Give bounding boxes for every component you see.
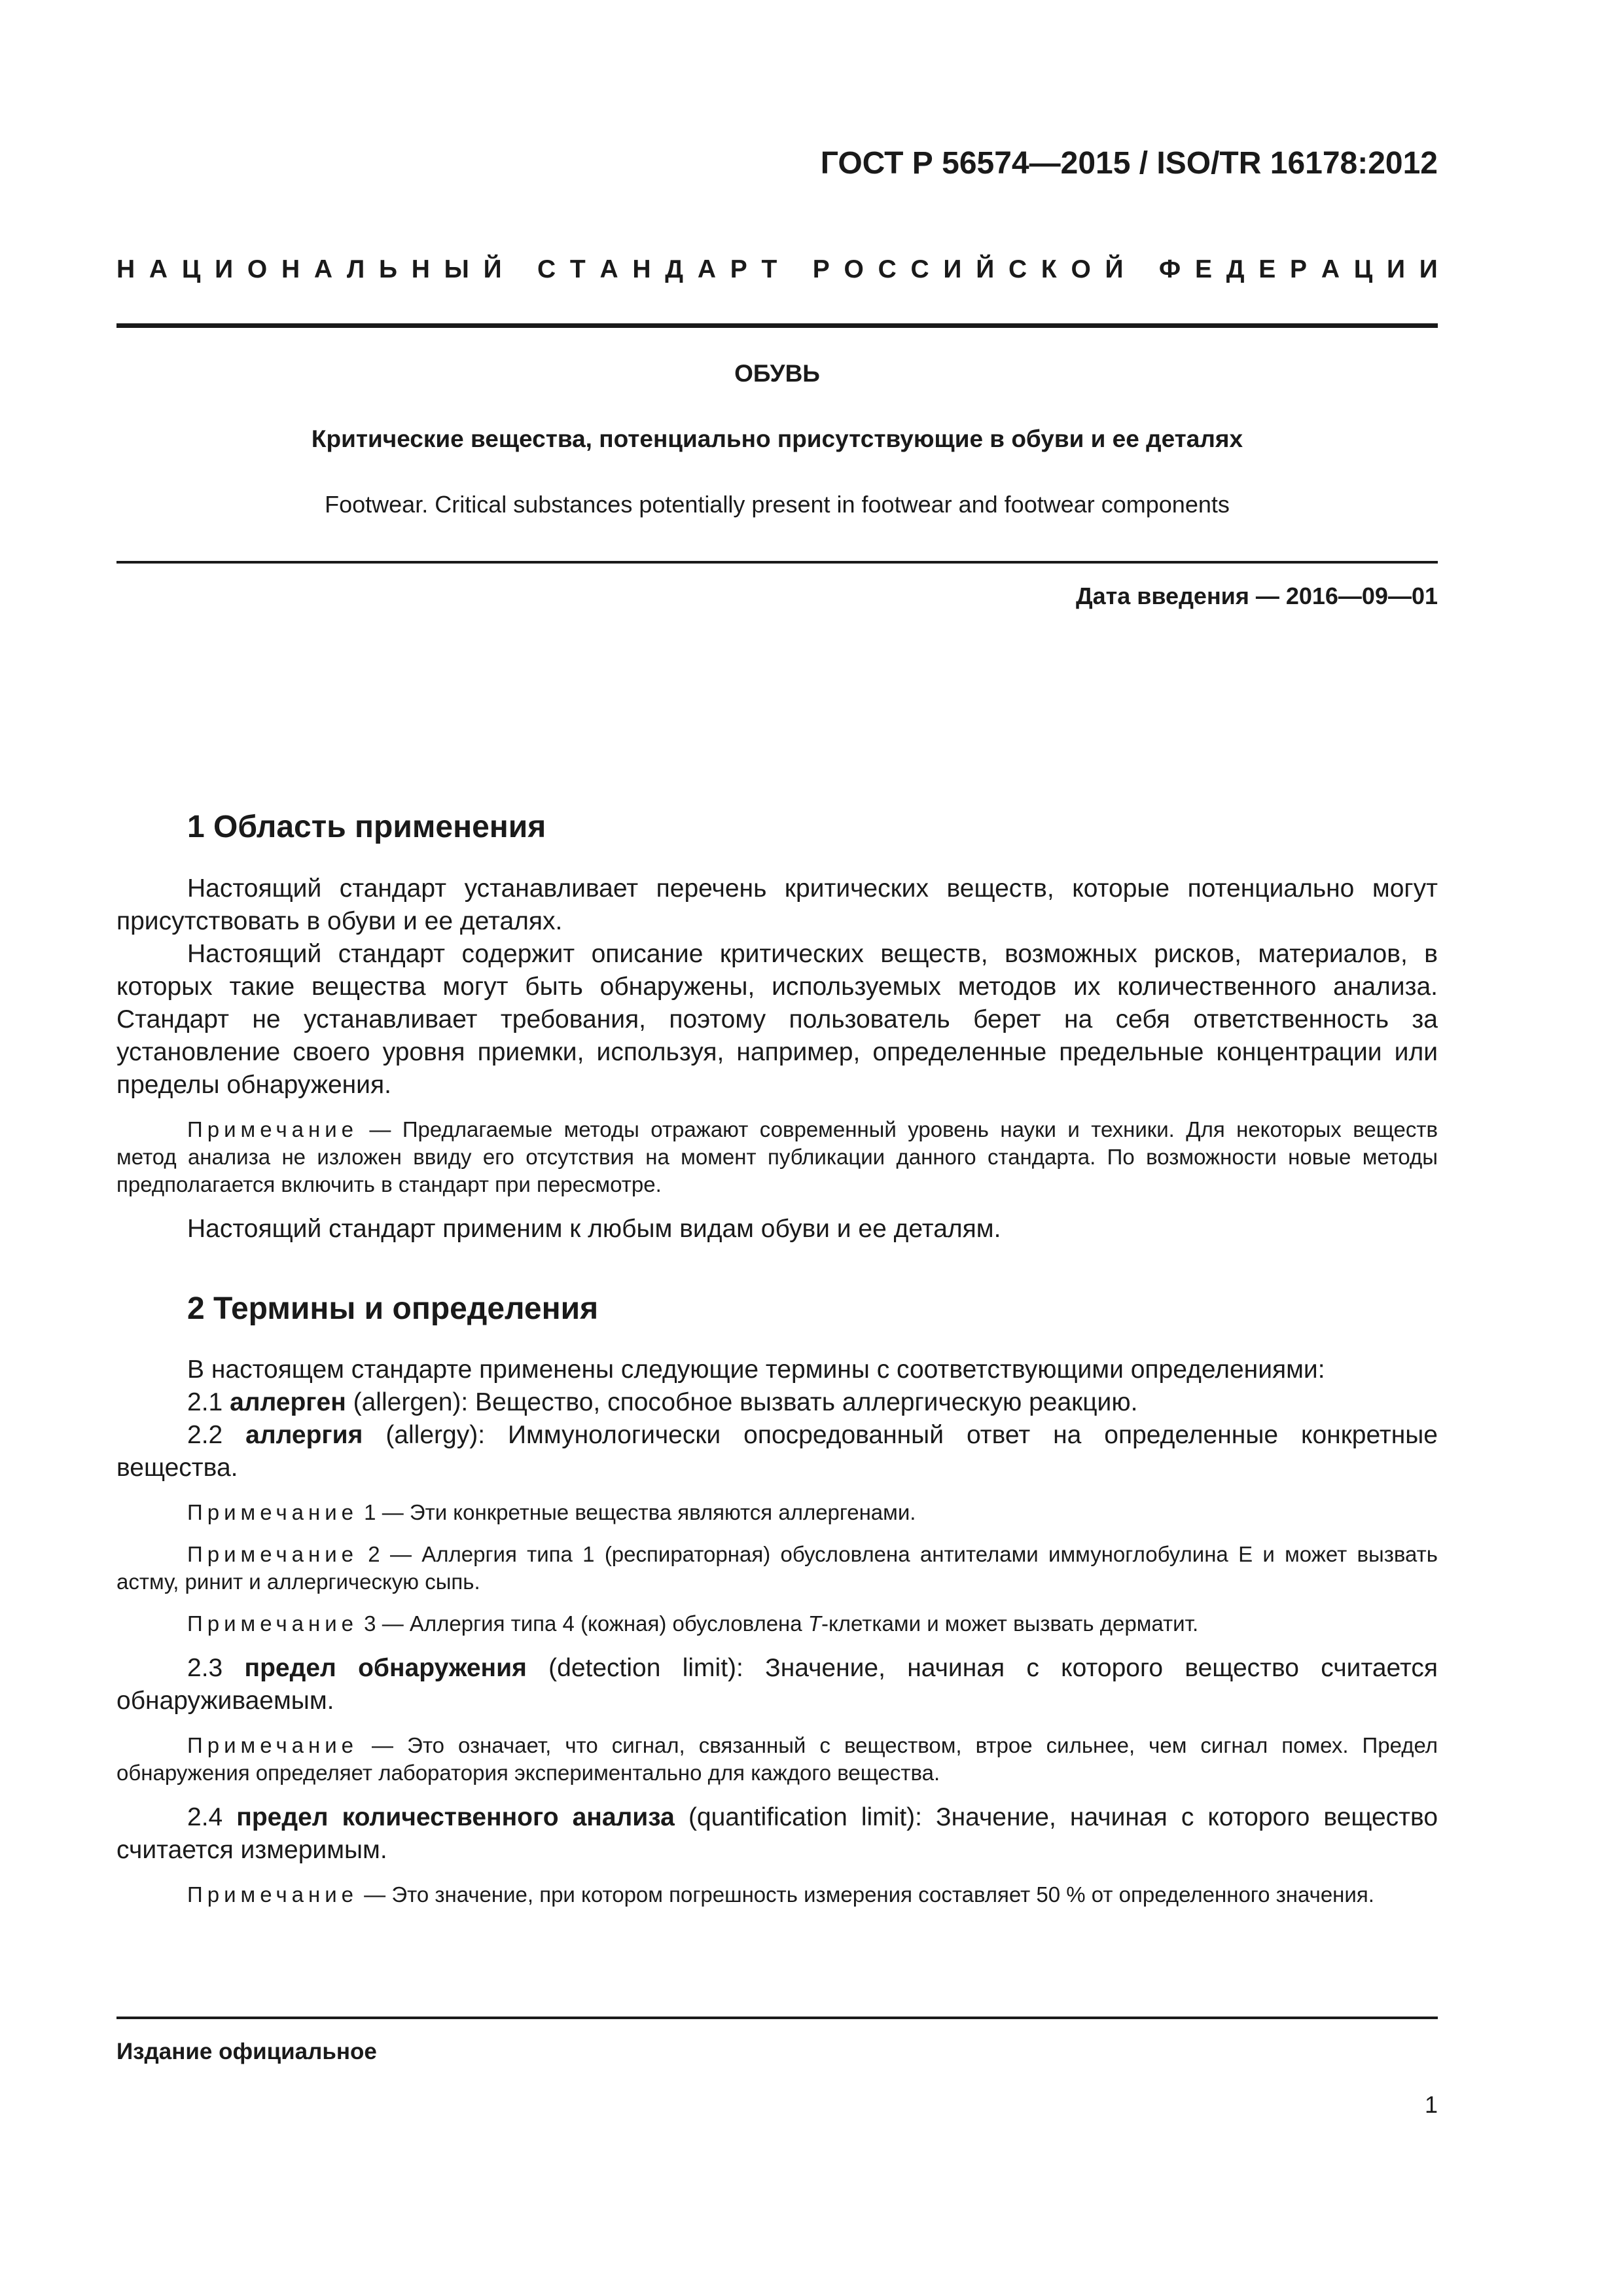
note-label: Примечание — [187, 1733, 359, 1758]
heading-letter: Т — [761, 255, 777, 283]
main-content — [116, 808, 1438, 1923]
heading-letter: Ф — [1158, 255, 1181, 283]
term-definition: (quantification limit): Значение, начиная с которого вещество считается измеримым. — [116, 1803, 1438, 1865]
heading-letter: Ц — [181, 255, 201, 283]
standard-code: ГОСТ Р 56574—2015 / ISO/TR 16178:2012 — [820, 146, 1438, 181]
term-2-3 — [116, 1652, 1438, 1717]
heading-letter: А — [149, 255, 168, 283]
term-name: предел количественного анализа — [236, 1803, 675, 1832]
heading-letter: Н — [116, 255, 135, 283]
term-number: 2.3 — [187, 1654, 245, 1683]
term-definition: (allergy): Иммунологически опосредованный ответ на определенные конкретные вещества. — [116, 1421, 1438, 1482]
document-title: ОБУВЬ — [734, 360, 820, 387]
heading-letter: Е — [1194, 255, 1212, 283]
heading-letter — [791, 255, 798, 284]
note-label: Примечание — [187, 1117, 359, 1141]
term-definition: (allergen): Вещество, способное вызвать аллергическую реакцию. — [346, 1388, 1138, 1417]
heading-letter: А — [313, 255, 333, 283]
term-number: 2.4 — [187, 1803, 237, 1832]
term-2-2-note-1 — [116, 1499, 1438, 1526]
note-italic: Т — [808, 1611, 821, 1636]
heading-letter: И — [1386, 255, 1406, 283]
term-2-3-note — [116, 1732, 1438, 1787]
heading-letter: Т — [569, 255, 586, 283]
note-text: 2 — Аллергия типа 1 (респираторная) обусловлена антителами иммуноглобулина Е и может вызвать астму, ринит и аллергическую сыпь. — [116, 1542, 1438, 1594]
note-text: 1 — Эти конкретные вещества являются аллергенами. — [358, 1500, 916, 1525]
heading-letter: И — [1419, 255, 1438, 283]
heading-letter — [516, 255, 523, 284]
term-number: 2.1 — [187, 1388, 230, 1417]
heading-letter — [1137, 255, 1145, 284]
header-divider — [116, 323, 1438, 328]
note-label: Примечание — [187, 1611, 359, 1636]
note-label: Примечание — [187, 1500, 359, 1525]
heading-letter: И — [943, 255, 962, 283]
heading-letter: Р — [730, 255, 747, 283]
heading-letter: К — [1041, 255, 1057, 283]
heading-letter: С — [1008, 255, 1027, 283]
heading-letter: Й — [976, 255, 995, 283]
note-label: Примечание — [187, 1882, 359, 1907]
heading-letter: С — [910, 255, 929, 283]
note-text: — Это означает, что сигнал, связанный с веществом, втрое сильнее, чем сигнал помех. Предел обнаружения определяет лаборатория экспериментально для каждого вещества. — [116, 1733, 1438, 1785]
heading-letter: С — [878, 255, 897, 283]
heading-letter: С — [537, 255, 556, 283]
heading-letter: О — [1071, 255, 1091, 283]
section-2-heading: 2 Термины и определения — [187, 1291, 599, 1326]
heading-letter: Д — [665, 255, 684, 283]
heading-letter: Н — [411, 255, 430, 283]
document-subtitle: Критические вещества, потенциально присутствующие в обуви и ее деталях — [311, 425, 1243, 452]
heading-letter: А — [697, 255, 717, 283]
term-2-2-note-3 — [116, 1610, 1438, 1638]
heading-letter: Н — [632, 255, 651, 283]
term-number: 2.2 — [187, 1421, 246, 1450]
footer-divider — [116, 2017, 1438, 2019]
section-1-note — [116, 1116, 1438, 1198]
heading-letter: Ы — [444, 255, 469, 283]
term-2-4 — [116, 1801, 1438, 1867]
term-2-2 — [116, 1419, 1438, 1484]
heading-letter: А — [1321, 255, 1340, 283]
heading-letter: Д — [1226, 255, 1245, 283]
note-label: Примечание — [187, 1542, 359, 1567]
section-1-paragraph-2: Настоящий стандарт содержит описание критических веществ, возможных рисков, материалов, в которых такие вещества могут быть обнаружены, используемых методов их количественного анализа. Стандарт не устанавливает требования, поэтому пользователь берет на себя ответственность за установление своего уровня приемки, используя, например, определенные предельные концентрации или пределы обнаружения. — [116, 939, 1438, 1099]
heading-letter: Е — [1258, 255, 1276, 283]
section-1-heading: 1 Область применения — [187, 810, 546, 844]
term-2-2-note-2 — [116, 1541, 1438, 1596]
heading-letter: Н — [281, 255, 300, 283]
heading-letter: Й — [483, 255, 502, 283]
term-2-4-note — [116, 1881, 1438, 1909]
note-text: — Это значение, при котором погрешность измерения составляет 50 % от определенного значения. — [358, 1882, 1374, 1907]
page-number: 1 — [1424, 2091, 1438, 2118]
heading-letter: Й — [1105, 255, 1124, 283]
edition-label: Издание официальное — [116, 2039, 377, 2064]
note-text: 3 — Аллергия типа 4 (кожная) обусловлена — [358, 1611, 808, 1636]
title-divider — [116, 561, 1438, 564]
heading-letter: Ц — [1353, 255, 1373, 283]
note-text: -клетками и может вызвать дерматит. — [821, 1611, 1199, 1636]
term-definition: (detection limit): Значение, начиная с которого вещество считается обнаруживаемым. — [116, 1654, 1438, 1715]
national-standard-heading — [116, 255, 1438, 284]
term-name: аллерген — [230, 1388, 346, 1417]
introduction-date: Дата введения — 2016—09—01 — [1075, 583, 1438, 609]
section-2-intro: В настоящем стандарте применены следующие термины с соответствующими определениями: — [187, 1355, 1325, 1384]
heading-letter: И — [215, 255, 234, 283]
heading-letter: А — [599, 255, 618, 283]
heading-letter: Р — [812, 255, 830, 283]
section-1-paragraph-1: Настоящий стандарт устанавливает перечень критических веществ, которые потенциально могут присутствовать в обуви и ее деталях. — [116, 874, 1438, 935]
section-1-paragraph-3: Настоящий стандарт применим к любым видам обуви и ее деталям. — [187, 1214, 1001, 1243]
term-name: аллергия — [245, 1421, 363, 1450]
heading-letter: Л — [346, 255, 365, 283]
heading-letter: Ь — [378, 255, 397, 283]
term-name: предел обнаружения — [244, 1654, 527, 1683]
english-title: Footwear. Critical substances potentially present in footwear and footwear components — [325, 491, 1230, 518]
heading-letter: О — [247, 255, 268, 283]
note-text: — Предлагаемые методы отражают современный уровень науки и техники. Для некоторых веществ метод анализа не изложен ввиду его отсутствия на момент публикации данного стандарта. По возможности новые методы предполагается включить в стандарт при пересмотре. — [116, 1117, 1438, 1196]
heading-letter: О — [844, 255, 864, 283]
heading-letter: Р — [1290, 255, 1308, 283]
term-2-1 — [116, 1386, 1438, 1419]
